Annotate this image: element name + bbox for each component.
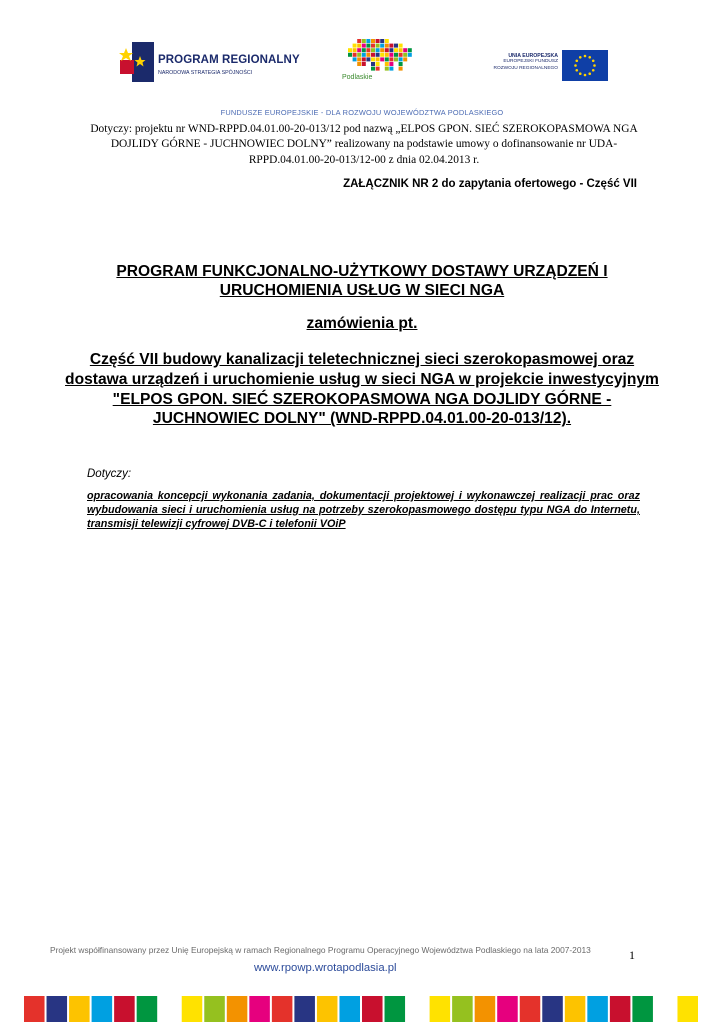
color-bar-segment bbox=[407, 996, 428, 1022]
eu-star bbox=[592, 59, 595, 62]
color-bar-segment bbox=[655, 996, 676, 1022]
bison-mosaic-tile bbox=[389, 53, 393, 57]
bison-mosaic-tile bbox=[380, 53, 384, 57]
dotyczy-body: opracowania koncepcji wykonania zadania, dokumentacji projektowej i wykonawczej realizacji prac oraz wybudowania sieci i uruchomienia usług na potrzeby szerokopasmowego dostępu typu NGA do Internetu, transmisji telewizji cyfrowej DVB-C i telefonii VOiP bbox=[87, 490, 640, 530]
bison-mosaic-tile bbox=[399, 53, 403, 57]
bison-mosaic-tile bbox=[357, 48, 361, 52]
eu-flag-icon bbox=[562, 50, 608, 81]
bison-mosaic-tile bbox=[385, 44, 389, 48]
eu-star bbox=[575, 59, 578, 62]
eu-star bbox=[584, 55, 587, 58]
bison-mosaic-tile bbox=[353, 44, 357, 48]
bison-mosaic-tile bbox=[353, 53, 357, 57]
color-bar-segment bbox=[542, 996, 563, 1022]
bison-mosaic-tile bbox=[362, 62, 366, 66]
eu-star bbox=[579, 56, 582, 59]
color-bar-segment bbox=[92, 996, 113, 1022]
bison-mosaic-tile bbox=[385, 62, 389, 66]
program-regionalny-title: PROGRAM REGIONALNY bbox=[158, 54, 300, 66]
color-bar-segment bbox=[272, 996, 293, 1022]
bison-mosaic-tile bbox=[403, 53, 407, 57]
bison-mosaic-tile bbox=[394, 44, 398, 48]
bison-mosaic-tile bbox=[362, 53, 366, 57]
color-bar-segment bbox=[385, 996, 406, 1022]
podlaskie-logo bbox=[342, 38, 420, 88]
funds-line: FUNDUSZE EUROPEJSKIE - DLA ROZWOJU WOJEWÓDZTWA PODLASKIEGO bbox=[220, 108, 504, 117]
bison-mosaic-tile bbox=[376, 67, 380, 71]
bison-mosaic-tile bbox=[362, 48, 366, 52]
bison-mosaic-tile bbox=[357, 44, 361, 48]
color-bar-segment bbox=[137, 996, 158, 1022]
bison-mosaic-tile bbox=[371, 67, 375, 71]
bison-mosaic-tile bbox=[376, 44, 380, 48]
eu-star bbox=[593, 64, 596, 67]
bison-mosaic-tile bbox=[371, 62, 375, 66]
bison-mosaic-tile bbox=[357, 53, 361, 57]
color-bar-segment bbox=[69, 996, 90, 1022]
bison-mosaic-tile bbox=[399, 57, 403, 61]
bison-mosaic-tile bbox=[389, 48, 393, 52]
color-bar-segment bbox=[159, 996, 180, 1022]
bison-mosaic-tile bbox=[380, 44, 384, 48]
program-regionalny-subtitle: NARODOWA STRATEGIA SPÓJNOŚCI bbox=[158, 70, 253, 76]
bison-mosaic-tile bbox=[366, 48, 370, 52]
color-bar-segment bbox=[475, 996, 496, 1022]
bison-mosaic-tile bbox=[399, 62, 403, 66]
bison-mosaic-tile bbox=[399, 44, 403, 48]
bison-mosaic-tile bbox=[371, 53, 375, 57]
bison-mosaic-tile bbox=[353, 48, 357, 52]
eu-line-1: UNIA EUROPEJSKA bbox=[508, 53, 558, 59]
color-bar-segment bbox=[565, 996, 586, 1022]
color-bar-segment bbox=[497, 996, 518, 1022]
attachment-label: ZAŁĄCZNIK NR 2 do zapytania ofertowego - Część VII bbox=[343, 178, 637, 190]
bison-mosaic-tile bbox=[362, 39, 366, 43]
bison-mosaic-tile bbox=[348, 48, 352, 52]
bison-mosaic-tile bbox=[357, 57, 361, 61]
bison-mosaic-tile bbox=[385, 67, 389, 71]
bison-mosaic-tile bbox=[389, 67, 393, 71]
color-bar-segment bbox=[294, 996, 315, 1022]
eu-star bbox=[579, 72, 582, 75]
cofinance-note: Projekt współfinansowany przez Unię Europejską w ramach Regionalnego Programu Operacyjnego Województwa Podlaskiego na lata 2007-2013 bbox=[50, 945, 591, 955]
bison-mosaic-tile bbox=[389, 57, 393, 61]
bison-mosaic-tile bbox=[408, 48, 412, 52]
color-bar-segment bbox=[182, 996, 203, 1022]
bison-mosaic-tile bbox=[385, 48, 389, 52]
program-regionalny-emblem-icon bbox=[118, 42, 156, 84]
bison-mosaic-tile bbox=[376, 39, 380, 43]
color-bar-segment bbox=[362, 996, 383, 1022]
bison-mosaic-tile bbox=[389, 62, 393, 66]
bison-mosaic-tile bbox=[403, 48, 407, 52]
multicolor-stripe-bar-icon bbox=[24, 996, 700, 1022]
bison-mosaic-tile bbox=[371, 57, 375, 61]
bison-mosaic-tile bbox=[348, 53, 352, 57]
bison-mosaic-tile bbox=[371, 39, 375, 43]
eu-star bbox=[588, 56, 591, 59]
eu-star bbox=[584, 74, 587, 77]
footer-url: www.rpowp.wrotapodlasia.pl bbox=[254, 962, 397, 974]
color-bar-segment bbox=[452, 996, 473, 1022]
eu-star bbox=[588, 72, 591, 75]
bison-mosaic-tile bbox=[394, 57, 398, 61]
color-bar-segment bbox=[610, 996, 631, 1022]
color-bar-segment bbox=[587, 996, 608, 1022]
bison-mosaic-tile bbox=[399, 67, 403, 71]
bison-mosaic-tile bbox=[399, 48, 403, 52]
color-bar-segment bbox=[24, 996, 45, 1022]
bison-mosaic-tile bbox=[362, 57, 366, 61]
eu-star bbox=[592, 69, 595, 72]
bison-mosaic-tile bbox=[371, 48, 375, 52]
bison-mosaic-tile bbox=[357, 62, 361, 66]
bison-mosaic-tile bbox=[385, 39, 389, 43]
bison-mosaic-tile bbox=[376, 53, 380, 57]
color-bar-segment bbox=[227, 996, 248, 1022]
bison-mosaic-tile bbox=[385, 53, 389, 57]
bison-mosaic-tile bbox=[394, 48, 398, 52]
bison-mosaic-tile bbox=[408, 53, 412, 57]
bison-mosaic-tile bbox=[357, 39, 361, 43]
bison-mosaic-tile bbox=[371, 44, 375, 48]
eu-star bbox=[574, 64, 577, 67]
bison-mosaic-tile bbox=[380, 39, 384, 43]
podlaskie-label: Podlaskie bbox=[342, 74, 373, 81]
bison-mosaic-tile bbox=[389, 44, 393, 48]
eu-line-3: ROZWOJU REGIONALNEGO bbox=[493, 65, 558, 71]
bison-mosaic-tile bbox=[366, 39, 370, 43]
page-number: 1 bbox=[629, 948, 635, 962]
bison-mosaic-tile bbox=[366, 57, 370, 61]
bison-mosaic-tile bbox=[362, 44, 366, 48]
project-reference: Dotyczy: projektu nr WND-RPPD.04.01.00-20-013/12 pod nazwą „ELPOS GPON. SIEĆ SZEROKOPASMOWA NGA DOJLIDY GÓRNE - JUCHNOWIEC DOLNY” realizowany na podstawie umowy o dofinansowanie nr UDA-RPPD.04.01.00-20-013/12-00 z dnia 02.04.2013 r. bbox=[90, 123, 638, 166]
color-bar-segment bbox=[249, 996, 270, 1022]
bison-mosaic-tile bbox=[376, 57, 380, 61]
color-bar-segment bbox=[204, 996, 225, 1022]
bison-mosaic-tile bbox=[394, 53, 398, 57]
color-bar-segment bbox=[632, 996, 653, 1022]
order-description: Część VII budowy kanalizacji teletechnicznej sieci szerokopasmowej oraz dostawa urządzeń i uruchomienie usług w sieci NGA w projekcie inwestycyjnym "ELPOS GPON. SIEĆ SZEROKOPASMOWA NGA DOJLIDY GÓRNE - JUCHNOWIEC DOLNY" (WND-RPPD.04.01.00-20-013/12). bbox=[65, 351, 659, 428]
bison-mosaic-tile bbox=[380, 48, 384, 52]
bison-mosaic-tile bbox=[376, 62, 380, 66]
document-title: PROGRAM FUNKCJONALNO-UŻYTKOWY DOSTAWY URZĄDZEŃ I URUCHOMIENIA USŁUG W SIECI NGA bbox=[116, 263, 608, 300]
color-bar-segment bbox=[339, 996, 360, 1022]
eu-line-2: EUROPEJSKI FUNDUSZ bbox=[503, 59, 558, 65]
color-bar-segment bbox=[114, 996, 135, 1022]
bison-mosaic-tile bbox=[366, 44, 370, 48]
bison-mosaic-tile bbox=[366, 53, 370, 57]
document-subtitle: zamówienia pt. bbox=[306, 315, 418, 332]
bison-mosaic-tile bbox=[385, 57, 389, 61]
bison-mosaic-tile bbox=[353, 57, 357, 61]
color-bar-segment bbox=[677, 996, 698, 1022]
bison-mosaic-tile bbox=[376, 48, 380, 52]
bison-mosaic-tile bbox=[403, 57, 407, 61]
color-bar-segment bbox=[47, 996, 68, 1022]
color-bar-segment bbox=[430, 996, 451, 1022]
program-regionalny-logo bbox=[118, 42, 298, 88]
eu-logo bbox=[486, 50, 608, 84]
bison-mosaic-tile bbox=[380, 57, 384, 61]
eu-star bbox=[575, 69, 578, 72]
podlaskie-bison-mosaic-icon bbox=[342, 38, 420, 74]
color-bar-segment bbox=[317, 996, 338, 1022]
dotyczy-label: Dotyczy: bbox=[87, 468, 132, 480]
color-bar-segment bbox=[520, 996, 541, 1022]
